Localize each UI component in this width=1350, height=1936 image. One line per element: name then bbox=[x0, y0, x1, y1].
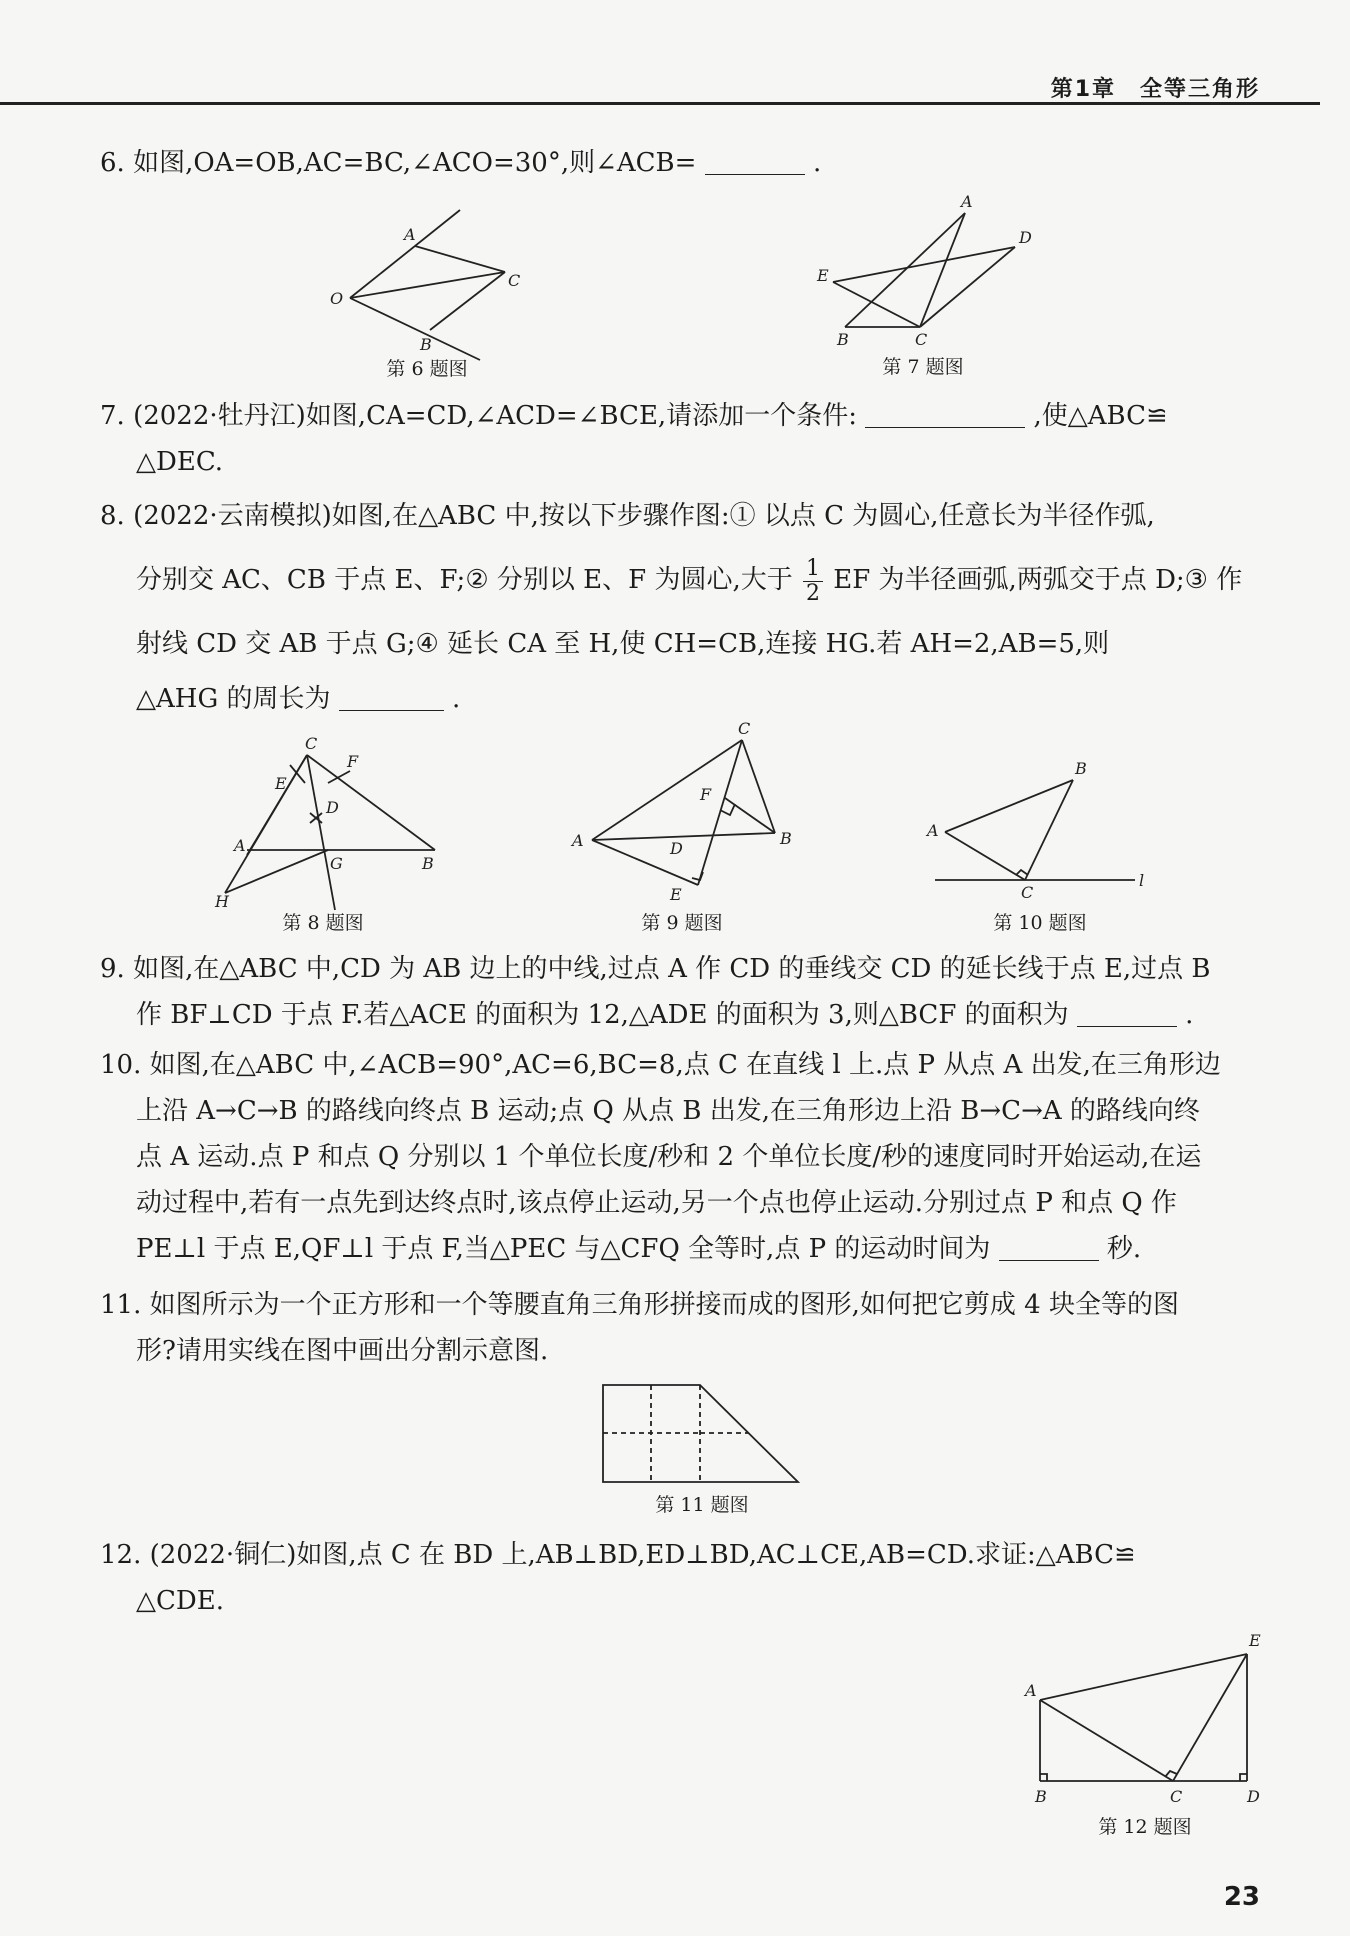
question-text: (2022·牡丹江)如图,CA=CD,∠ACD=∠BCE,请添加一个条件: bbox=[133, 401, 857, 431]
label-C: C bbox=[738, 719, 751, 738]
label-C: C bbox=[305, 734, 318, 753]
label-B: B bbox=[420, 335, 432, 354]
question-text-end: 秒. bbox=[1106, 1234, 1142, 1264]
label-C: C bbox=[1170, 1787, 1183, 1806]
question-number: 9. bbox=[100, 954, 125, 984]
question-number: 6. bbox=[100, 148, 125, 178]
label-B: B bbox=[422, 854, 434, 873]
label-O: O bbox=[330, 289, 344, 308]
question-text: 动过程中,若有一点先到达终点时,该点停止运动,另一个点也停止运动.分别过点 P 和点 Q 作 bbox=[136, 1188, 1177, 1218]
label-C: C bbox=[1021, 883, 1034, 902]
question-text: 如图,在△ABC 中,∠ACB=90°,AC=6,BC=8,点 C 在直线 l 上.点 P 从点 A 出发,在三角形边 bbox=[149, 1050, 1221, 1080]
figure-6-caption: 第 6 题图 bbox=[386, 358, 468, 380]
question-text-end: . bbox=[452, 684, 461, 714]
question-text-end: . bbox=[812, 148, 822, 178]
fraction-denominator: 2 bbox=[805, 580, 820, 606]
fraction-numerator: 1 bbox=[803, 557, 823, 582]
chapter-title: 第1章 全等三角形 bbox=[1050, 77, 1260, 102]
figure-11-caption: 第 11 题图 bbox=[655, 1494, 749, 1516]
label-F: F bbox=[347, 752, 359, 771]
label-D: D bbox=[670, 839, 683, 858]
label-D: D bbox=[1019, 228, 1032, 247]
question-text: (2022·云南模拟)如图,在△ABC 中,按以下步骤作图:① 以点 C 为圆心,任意长为半径作弧, bbox=[133, 501, 1155, 531]
figure-7 bbox=[815, 192, 1035, 349]
question-text: △AHG 的周长为 bbox=[136, 684, 331, 714]
figure-9-diagram bbox=[570, 719, 810, 904]
label-B: B bbox=[837, 330, 849, 349]
figure-7-diagram bbox=[815, 192, 1035, 349]
header-rule bbox=[0, 102, 1320, 105]
label-A: A bbox=[404, 225, 416, 244]
label-H: H bbox=[215, 892, 229, 911]
question-11 bbox=[100, 1282, 1265, 1374]
question-12 bbox=[100, 1532, 1265, 1624]
figure-6-diagram bbox=[320, 200, 540, 354]
question-text-line2: △DEC. bbox=[136, 447, 224, 477]
question-text: 如图,在△ABC 中,CD 为 AB 边上的中线,过点 A 作 CD 的垂线交 CD 的延长线于点 E,过点 B bbox=[133, 954, 1211, 984]
label-l: l bbox=[1139, 871, 1145, 890]
question-text: 分别交 AC、CB 于点 E、F;② 分别以 E、F 为圆心,大于 bbox=[136, 565, 793, 595]
answer-blank[interactable] bbox=[339, 680, 444, 711]
question-number: 11. bbox=[100, 1290, 142, 1320]
question-text: (2022·铜仁)如图,点 C 在 BD 上,AB⊥BD,ED⊥BD,AC⊥CE,AB=CD.求证:△ABC≌ bbox=[149, 1540, 1136, 1570]
label-A: A bbox=[961, 192, 973, 211]
question-text: 作 BF⊥CD 于点 F.若△ACE 的面积为 12,△ADE 的面积为 3,则△BCF 的面积为 bbox=[136, 1000, 1069, 1030]
answer-blank[interactable] bbox=[865, 397, 1025, 428]
figure-9 bbox=[570, 719, 810, 904]
label-A: A bbox=[1025, 1681, 1037, 1700]
label-F: F bbox=[700, 785, 712, 804]
question-text: 形?请用实线在图中画出分割示意图. bbox=[136, 1336, 549, 1366]
question-6 bbox=[100, 140, 1265, 186]
figure-7-caption: 第 7 题图 bbox=[882, 356, 964, 378]
question-text-end: . bbox=[1185, 1000, 1194, 1030]
answer-blank[interactable] bbox=[1077, 996, 1177, 1027]
fraction bbox=[803, 557, 823, 606]
question-text: PE⊥l 于点 E,QF⊥l 于点 F,当△PEC 与△CFQ 全等时,点 P 的运动时间为 bbox=[136, 1234, 991, 1264]
figure-12-caption: 第 12 题图 bbox=[1098, 1816, 1192, 1838]
figure-11 bbox=[603, 1385, 803, 1489]
label-E: E bbox=[275, 774, 287, 793]
answer-blank[interactable] bbox=[999, 1230, 1099, 1261]
question-10 bbox=[100, 1042, 1265, 1272]
label-C: C bbox=[508, 271, 521, 290]
question-text: △CDE. bbox=[136, 1586, 224, 1616]
figure-12-diagram bbox=[1025, 1628, 1265, 1808]
question-text-cont: ,使△ABC≌ bbox=[1033, 401, 1168, 431]
label-D: D bbox=[1247, 1787, 1260, 1806]
figure-10 bbox=[925, 760, 1155, 904]
label-A: A bbox=[234, 836, 246, 855]
answer-blank[interactable] bbox=[705, 144, 805, 175]
chapter-header bbox=[0, 68, 1320, 104]
label-B: B bbox=[1075, 759, 1087, 778]
label-E: E bbox=[670, 885, 682, 904]
label-E: E bbox=[817, 266, 829, 285]
label-G: G bbox=[330, 854, 343, 873]
question-text: 点 A 运动.点 P 和点 Q 分别以 1 个单位长度/秒和 2 个单位长度/秒的速度同时开始运动,在运 bbox=[136, 1142, 1202, 1172]
question-number: 12. bbox=[100, 1540, 142, 1570]
question-7 bbox=[100, 393, 1265, 485]
figure-6 bbox=[320, 200, 540, 354]
label-E: E bbox=[1249, 1631, 1261, 1650]
figure-8-diagram bbox=[210, 734, 440, 911]
label-B: B bbox=[780, 829, 792, 848]
label-D: D bbox=[326, 798, 339, 817]
figure-11-diagram bbox=[603, 1385, 803, 1485]
page-number: 23 bbox=[1223, 1882, 1260, 1912]
figure-8 bbox=[210, 734, 440, 911]
figure-10-caption: 第 10 题图 bbox=[993, 912, 1087, 934]
label-A: A bbox=[927, 821, 939, 840]
question-text: 如图所示为一个正方形和一个等腰直角三角形拼接而成的图形,如何把它剪成 4 块全等的图 bbox=[149, 1290, 1179, 1320]
figure-10-diagram bbox=[925, 760, 1155, 900]
figure-12 bbox=[1025, 1628, 1265, 1812]
question-number: 10. bbox=[100, 1050, 142, 1080]
label-C: C bbox=[915, 330, 928, 349]
label-B: B bbox=[1035, 1787, 1047, 1806]
label-A: A bbox=[572, 831, 584, 850]
question-9 bbox=[100, 946, 1265, 1038]
figure-9-caption: 第 9 题图 bbox=[641, 912, 723, 934]
question-8 bbox=[100, 484, 1265, 722]
question-text: 上沿 A→C→B 的路线向终点 B 运动;点 Q 从点 B 出发,在三角形边上沿 B→C→A 的路线向终 bbox=[136, 1096, 1200, 1126]
figure-8-caption: 第 8 题图 bbox=[282, 912, 364, 934]
question-number: 7. bbox=[100, 401, 125, 431]
question-text: 射线 CD 交 AB 于点 G;④ 延长 CA 至 H,使 CH=CB,连接 HG.若 AH=2,AB=5,则 bbox=[136, 629, 1110, 659]
question-number: 8. bbox=[100, 501, 125, 531]
question-text: EF 为半径画弧,两弧交于点 D;③ 作 bbox=[833, 565, 1243, 595]
question-text: 如图,OA=OB,AC=BC,∠ACO=30°,则∠ACB= bbox=[133, 148, 697, 178]
